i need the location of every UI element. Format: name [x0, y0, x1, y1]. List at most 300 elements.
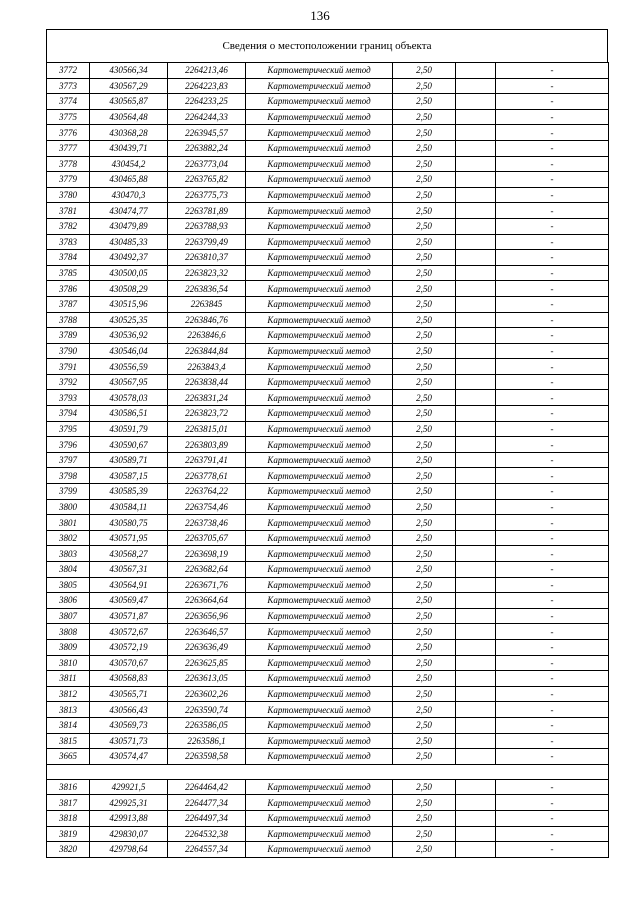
x-coordinate-cell: 430591,79 — [90, 421, 168, 437]
method-cell: Картометрический метод — [246, 265, 393, 281]
table-row — [47, 530, 609, 546]
extra-cell — [456, 749, 496, 765]
method-cell: Картометрический метод — [246, 810, 393, 826]
accuracy-cell: 2,50 — [393, 359, 456, 375]
accuracy-cell: 2,50 — [393, 577, 456, 593]
table-row — [47, 671, 609, 687]
y-coordinate-cell: 2263698,19 — [168, 546, 246, 562]
accuracy-cell: 2,50 — [393, 733, 456, 749]
extra-cell — [456, 359, 496, 375]
y-coordinate-cell: 2263625,85 — [168, 655, 246, 671]
extra-cell — [456, 125, 496, 141]
x-coordinate-cell: 430556,59 — [90, 359, 168, 375]
table-row — [47, 281, 609, 297]
y-coordinate-cell: 2263846,6 — [168, 328, 246, 344]
y-coordinate-cell: 2263838,44 — [168, 374, 246, 390]
point-number-cell: 3799 — [47, 484, 90, 500]
description-cell: - — [496, 779, 609, 795]
method-cell: Картометрический метод — [246, 499, 393, 515]
y-coordinate-cell: 2264497,34 — [168, 810, 246, 826]
point-number-cell: 3780 — [47, 187, 90, 203]
y-coordinate-cell: 2263823,32 — [168, 265, 246, 281]
method-cell: Картометрический метод — [246, 437, 393, 453]
x-coordinate-cell: 430479,89 — [90, 218, 168, 234]
description-cell: - — [496, 437, 609, 453]
description-cell: - — [496, 515, 609, 531]
extra-cell — [456, 733, 496, 749]
point-number-cell: 3818 — [47, 810, 90, 826]
table-row — [47, 702, 609, 718]
y-coordinate-cell: 2263823,72 — [168, 406, 246, 422]
x-coordinate-cell: 430587,15 — [90, 468, 168, 484]
extra-cell — [456, 593, 496, 609]
description-cell: - — [496, 218, 609, 234]
method-cell: Картометрический метод — [246, 281, 393, 297]
extra-cell — [456, 639, 496, 655]
extra-cell — [456, 452, 496, 468]
x-coordinate-cell: 430580,75 — [90, 515, 168, 531]
x-coordinate-cell: 430571,87 — [90, 608, 168, 624]
x-coordinate-cell: 430564,48 — [90, 109, 168, 125]
table-row — [47, 109, 609, 125]
point-number-cell: 3809 — [47, 639, 90, 655]
extra-cell — [456, 296, 496, 312]
method-cell: Картометрический метод — [246, 359, 393, 375]
accuracy-cell: 2,50 — [393, 686, 456, 702]
description-cell: - — [496, 452, 609, 468]
x-coordinate-cell: 430564,91 — [90, 577, 168, 593]
point-number-cell: 3789 — [47, 328, 90, 344]
method-cell: Картометрический метод — [246, 140, 393, 156]
accuracy-cell: 2,50 — [393, 468, 456, 484]
extra-cell — [456, 156, 496, 172]
extra-cell — [456, 826, 496, 842]
y-coordinate-cell: 2263646,57 — [168, 624, 246, 640]
accuracy-cell: 2,50 — [393, 250, 456, 266]
accuracy-cell: 2,50 — [393, 78, 456, 94]
y-coordinate-cell: 2263775,73 — [168, 187, 246, 203]
method-cell: Картометрический метод — [246, 406, 393, 422]
point-number-cell: 3802 — [47, 530, 90, 546]
point-number-cell: 3779 — [47, 172, 90, 188]
point-number-cell: 3796 — [47, 437, 90, 453]
table-row — [47, 140, 609, 156]
method-cell: Картометрический метод — [246, 515, 393, 531]
x-coordinate-cell: 430439,71 — [90, 140, 168, 156]
y-coordinate-cell: 2263602,26 — [168, 686, 246, 702]
point-number-cell: 3812 — [47, 686, 90, 702]
table-row — [47, 94, 609, 110]
accuracy-cell: 2,50 — [393, 639, 456, 655]
y-coordinate-cell: 2264244,33 — [168, 109, 246, 125]
extra-cell — [456, 140, 496, 156]
point-number-cell: 3793 — [47, 390, 90, 406]
extra-cell — [456, 203, 496, 219]
extra-cell — [456, 686, 496, 702]
y-coordinate-cell: 2263705,67 — [168, 530, 246, 546]
extra-cell — [456, 218, 496, 234]
description-cell: - — [496, 810, 609, 826]
description-cell: - — [496, 296, 609, 312]
extra-cell — [456, 312, 496, 328]
y-coordinate-cell: 2263671,76 — [168, 577, 246, 593]
method-cell: Картометрический метод — [246, 296, 393, 312]
description-cell: - — [496, 624, 609, 640]
accuracy-cell: 2,50 — [393, 608, 456, 624]
description-cell: - — [496, 281, 609, 297]
description-cell: - — [496, 686, 609, 702]
point-number-cell: 3783 — [47, 234, 90, 250]
accuracy-cell: 2,50 — [393, 749, 456, 765]
x-coordinate-cell: 430565,87 — [90, 94, 168, 110]
table-row — [47, 359, 609, 375]
table-row — [47, 250, 609, 266]
point-number-cell: 3800 — [47, 499, 90, 515]
description-cell: - — [496, 109, 609, 125]
table-row — [47, 328, 609, 344]
point-number-cell: 3777 — [47, 140, 90, 156]
description-cell: - — [496, 312, 609, 328]
method-cell: Картометрический метод — [246, 109, 393, 125]
point-number-cell: 3792 — [47, 374, 90, 390]
method-cell: Картометрический метод — [246, 125, 393, 141]
extra-cell — [456, 78, 496, 94]
x-coordinate-cell: 430492,37 — [90, 250, 168, 266]
description-cell: - — [496, 733, 609, 749]
table-row — [47, 421, 609, 437]
table-row — [47, 374, 609, 390]
table-row — [47, 343, 609, 359]
accuracy-cell: 2,50 — [393, 94, 456, 110]
description-cell: - — [496, 593, 609, 609]
description-cell: - — [496, 421, 609, 437]
method-cell: Картометрический метод — [246, 826, 393, 842]
y-coordinate-cell: 2263845 — [168, 296, 246, 312]
extra-cell — [456, 842, 496, 858]
description-cell: - — [496, 63, 609, 79]
extra-cell — [456, 187, 496, 203]
method-cell: Картометрический метод — [246, 484, 393, 500]
table-row — [47, 312, 609, 328]
y-coordinate-cell: 2263664,64 — [168, 593, 246, 609]
x-coordinate-cell: 430565,71 — [90, 686, 168, 702]
accuracy-cell: 2,50 — [393, 343, 456, 359]
table-row — [47, 390, 609, 406]
table-row — [47, 749, 609, 765]
x-coordinate-cell: 430500,05 — [90, 265, 168, 281]
method-cell: Картометрический метод — [246, 328, 393, 344]
point-number-cell: 3803 — [47, 546, 90, 562]
accuracy-cell: 2,50 — [393, 265, 456, 281]
method-cell: Картометрический метод — [246, 250, 393, 266]
method-cell: Картометрический метод — [246, 795, 393, 811]
extra-cell — [456, 810, 496, 826]
accuracy-cell: 2,50 — [393, 421, 456, 437]
accuracy-cell: 2,50 — [393, 624, 456, 640]
point-number-cell: 3804 — [47, 562, 90, 578]
table-row — [47, 810, 609, 826]
accuracy-cell: 2,50 — [393, 546, 456, 562]
method-cell: Картометрический метод — [246, 156, 393, 172]
description-cell: - — [496, 562, 609, 578]
y-coordinate-cell: 2263778,61 — [168, 468, 246, 484]
table-row — [47, 593, 609, 609]
accuracy-cell: 2,50 — [393, 826, 456, 842]
table-row — [47, 452, 609, 468]
table-row — [47, 562, 609, 578]
section-title: Сведения о местоположении границ объекта — [46, 29, 608, 62]
extra-cell — [456, 437, 496, 453]
description-cell: - — [496, 78, 609, 94]
extra-cell — [456, 562, 496, 578]
y-coordinate-cell: 2263846,76 — [168, 312, 246, 328]
accuracy-cell: 2,50 — [393, 281, 456, 297]
point-number-cell: 3810 — [47, 655, 90, 671]
description-cell: - — [496, 484, 609, 500]
point-number-cell: 3786 — [47, 281, 90, 297]
x-coordinate-cell: 430368,28 — [90, 125, 168, 141]
description-cell: - — [496, 94, 609, 110]
description-cell: - — [496, 826, 609, 842]
table-row — [47, 234, 609, 250]
extra-cell — [456, 577, 496, 593]
point-number-cell: 3817 — [47, 795, 90, 811]
table-row — [47, 779, 609, 795]
y-coordinate-cell: 2263843,4 — [168, 359, 246, 375]
y-coordinate-cell: 2263803,89 — [168, 437, 246, 453]
description-cell: - — [496, 187, 609, 203]
y-coordinate-cell: 2263586,05 — [168, 717, 246, 733]
x-coordinate-cell: 430508,29 — [90, 281, 168, 297]
x-coordinate-cell: 429921,5 — [90, 779, 168, 795]
description-cell: - — [496, 359, 609, 375]
y-coordinate-cell: 2264213,46 — [168, 63, 246, 79]
extra-cell — [456, 779, 496, 795]
point-number-cell: 3797 — [47, 452, 90, 468]
y-coordinate-cell: 2263590,74 — [168, 702, 246, 718]
x-coordinate-cell: 430567,29 — [90, 78, 168, 94]
point-number-cell: 3784 — [47, 250, 90, 266]
x-coordinate-cell: 430485,33 — [90, 234, 168, 250]
extra-cell — [456, 499, 496, 515]
point-number-cell: 3820 — [47, 842, 90, 858]
extra-cell — [456, 468, 496, 484]
x-coordinate-cell: 430585,39 — [90, 484, 168, 500]
accuracy-cell: 2,50 — [393, 530, 456, 546]
y-coordinate-cell: 2264464,42 — [168, 779, 246, 795]
y-coordinate-cell: 2263738,46 — [168, 515, 246, 531]
y-coordinate-cell: 2263810,37 — [168, 250, 246, 266]
y-coordinate-cell: 2263598,58 — [168, 749, 246, 765]
extra-cell — [456, 717, 496, 733]
table-row — [47, 842, 609, 858]
accuracy-cell: 2,50 — [393, 702, 456, 718]
point-number-cell: 3773 — [47, 78, 90, 94]
table-row — [47, 78, 609, 94]
accuracy-cell: 2,50 — [393, 312, 456, 328]
description-cell: - — [496, 156, 609, 172]
table-row — [47, 437, 609, 453]
point-number-cell: 3785 — [47, 265, 90, 281]
point-number-cell: 3790 — [47, 343, 90, 359]
point-number-cell: 3778 — [47, 156, 90, 172]
description-cell: - — [496, 671, 609, 687]
point-number-cell: 3665 — [47, 749, 90, 765]
y-coordinate-cell: 2264532,38 — [168, 826, 246, 842]
table-row — [47, 218, 609, 234]
x-coordinate-cell: 429798,64 — [90, 842, 168, 858]
extra-cell — [456, 484, 496, 500]
x-coordinate-cell: 430465,88 — [90, 172, 168, 188]
accuracy-cell: 2,50 — [393, 203, 456, 219]
extra-cell — [456, 624, 496, 640]
point-number-cell: 3776 — [47, 125, 90, 141]
point-number-cell: 3795 — [47, 421, 90, 437]
y-coordinate-cell: 2264233,25 — [168, 94, 246, 110]
x-coordinate-cell: 430474,77 — [90, 203, 168, 219]
table-row — [47, 203, 609, 219]
table-row — [47, 265, 609, 281]
extra-cell — [456, 281, 496, 297]
table-row — [47, 546, 609, 562]
x-coordinate-cell: 430470,3 — [90, 187, 168, 203]
accuracy-cell: 2,50 — [393, 655, 456, 671]
method-cell: Картометрический метод — [246, 468, 393, 484]
table-row — [47, 686, 609, 702]
method-cell: Картометрический метод — [246, 842, 393, 858]
table-row — [47, 499, 609, 515]
x-coordinate-cell: 430566,34 — [90, 63, 168, 79]
point-number-cell: 3807 — [47, 608, 90, 624]
table-row — [47, 296, 609, 312]
point-number-cell: 3814 — [47, 717, 90, 733]
extra-cell — [456, 172, 496, 188]
description-cell: - — [496, 125, 609, 141]
table-row — [47, 826, 609, 842]
table-row — [47, 624, 609, 640]
x-coordinate-cell: 430515,96 — [90, 296, 168, 312]
description-cell: - — [496, 172, 609, 188]
extra-cell — [456, 250, 496, 266]
x-coordinate-cell: 430525,35 — [90, 312, 168, 328]
x-coordinate-cell: 430584,11 — [90, 499, 168, 515]
y-coordinate-cell: 2263781,89 — [168, 203, 246, 219]
table-row — [47, 717, 609, 733]
description-cell: - — [496, 608, 609, 624]
accuracy-cell: 2,50 — [393, 671, 456, 687]
y-coordinate-cell: 2264557,34 — [168, 842, 246, 858]
method-cell: Картометрический метод — [246, 702, 393, 718]
extra-cell — [456, 546, 496, 562]
method-cell: Картометрический метод — [246, 530, 393, 546]
page-number: 136 — [310, 8, 330, 23]
table-row — [47, 733, 609, 749]
description-cell: - — [496, 250, 609, 266]
x-coordinate-cell: 430589,71 — [90, 452, 168, 468]
method-cell: Картометрический метод — [246, 749, 393, 765]
y-coordinate-cell: 2263682,64 — [168, 562, 246, 578]
coordinates-table — [46, 62, 609, 858]
y-coordinate-cell: 2263945,57 — [168, 125, 246, 141]
extra-cell — [456, 390, 496, 406]
x-coordinate-cell: 430567,31 — [90, 562, 168, 578]
extra-cell — [456, 406, 496, 422]
x-coordinate-cell: 430590,67 — [90, 437, 168, 453]
extra-cell — [456, 702, 496, 718]
point-number-cell: 3774 — [47, 94, 90, 110]
accuracy-cell: 2,50 — [393, 452, 456, 468]
y-coordinate-cell: 2263765,82 — [168, 172, 246, 188]
description-cell: - — [496, 390, 609, 406]
extra-cell — [456, 343, 496, 359]
extra-cell — [456, 608, 496, 624]
table-row — [47, 156, 609, 172]
x-coordinate-cell: 430546,04 — [90, 343, 168, 359]
method-cell: Картометрический метод — [246, 562, 393, 578]
accuracy-cell: 2,50 — [393, 810, 456, 826]
description-cell: - — [496, 639, 609, 655]
description-cell: - — [496, 328, 609, 344]
table-row — [47, 172, 609, 188]
x-coordinate-cell: 429830,07 — [90, 826, 168, 842]
table-row — [47, 795, 609, 811]
table-row — [47, 484, 609, 500]
y-coordinate-cell: 2263788,93 — [168, 218, 246, 234]
point-number-cell: 3816 — [47, 779, 90, 795]
x-coordinate-cell: 430571,73 — [90, 733, 168, 749]
y-coordinate-cell: 2264223,83 — [168, 78, 246, 94]
method-cell: Картометрический метод — [246, 390, 393, 406]
method-cell: Картометрический метод — [246, 452, 393, 468]
point-number-cell: 3788 — [47, 312, 90, 328]
accuracy-cell: 2,50 — [393, 172, 456, 188]
method-cell: Картометрический метод — [246, 218, 393, 234]
extra-cell — [456, 374, 496, 390]
method-cell: Картометрический метод — [246, 343, 393, 359]
method-cell: Картометрический метод — [246, 639, 393, 655]
extra-cell — [456, 515, 496, 531]
accuracy-cell: 2,50 — [393, 296, 456, 312]
y-coordinate-cell: 2263656,96 — [168, 608, 246, 624]
point-number-cell: 3819 — [47, 826, 90, 842]
description-cell: - — [496, 140, 609, 156]
table-row — [47, 608, 609, 624]
description-cell: - — [496, 702, 609, 718]
extra-cell — [456, 795, 496, 811]
description-cell: - — [496, 406, 609, 422]
x-coordinate-cell: 430454,2 — [90, 156, 168, 172]
x-coordinate-cell: 430569,73 — [90, 717, 168, 733]
accuracy-cell: 2,50 — [393, 234, 456, 250]
extra-cell — [456, 265, 496, 281]
accuracy-cell: 2,50 — [393, 437, 456, 453]
description-cell: - — [496, 577, 609, 593]
method-cell: Картометрический метод — [246, 203, 393, 219]
method-cell: Картометрический метод — [246, 187, 393, 203]
x-coordinate-cell: 430571,95 — [90, 530, 168, 546]
accuracy-cell: 2,50 — [393, 406, 456, 422]
description-cell: - — [496, 265, 609, 281]
accuracy-cell: 2,50 — [393, 63, 456, 79]
description-cell: - — [496, 468, 609, 484]
accuracy-cell: 2,50 — [393, 187, 456, 203]
accuracy-cell: 2,50 — [393, 140, 456, 156]
y-coordinate-cell: 2263586,1 — [168, 733, 246, 749]
x-coordinate-cell: 430586,51 — [90, 406, 168, 422]
accuracy-cell: 2,50 — [393, 795, 456, 811]
accuracy-cell: 2,50 — [393, 562, 456, 578]
extra-cell — [456, 109, 496, 125]
